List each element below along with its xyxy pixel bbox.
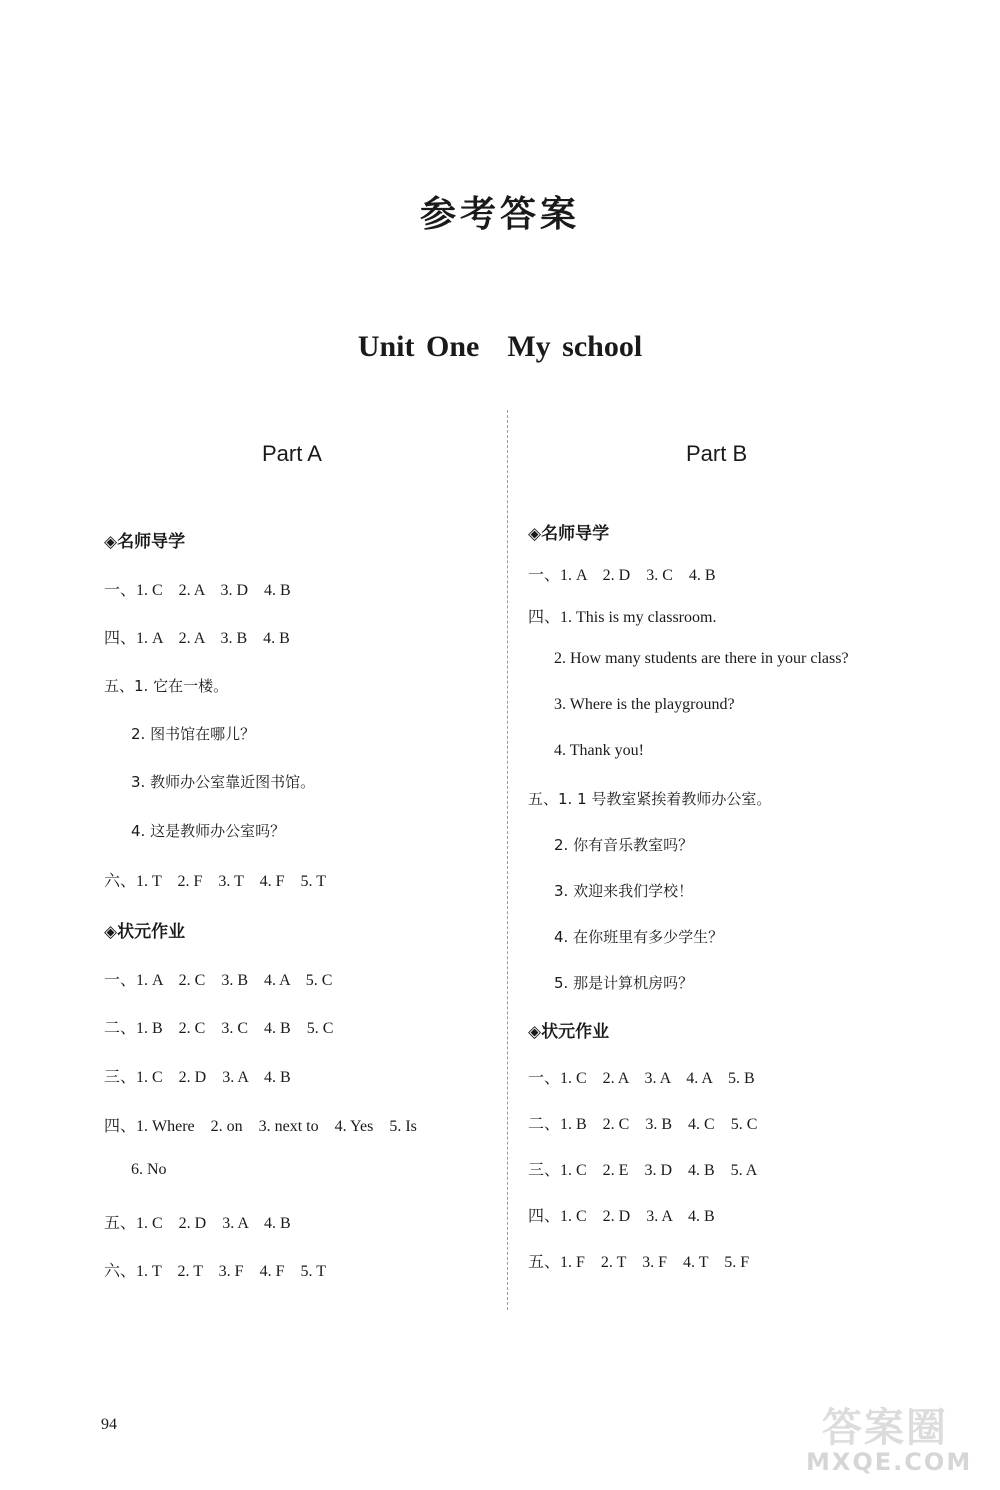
answer-line: 4. Thank you! <box>554 742 644 759</box>
answer-line: 三、1. C 2. E 3. D 4. B 5. A <box>528 1162 758 1179</box>
column-divider <box>507 410 508 1310</box>
answer-line: 四、1. C 2. D 3. A 4. B <box>528 1208 715 1225</box>
answer-line: 一、1. C 2. A 3. D 4. B <box>104 582 291 599</box>
watermark-url: MXQE.COM <box>806 1448 973 1476</box>
part-a-section-1-heading: ◈名师导学 <box>104 532 186 552</box>
answer-line: 4. 在你班里有多少学生？ <box>554 928 724 946</box>
answer-line: 6. No <box>131 1161 167 1178</box>
answer-line: 2. 你有音乐教室吗？ <box>554 836 694 854</box>
part-b-section-2-heading: ◈状元作业 <box>528 1022 610 1042</box>
answer-line: 5. 那是计算机房吗？ <box>554 974 694 992</box>
answer-line: 一、1. C 2. A 3. A 4. A 5. B <box>528 1070 755 1087</box>
answer-line: 六、1. T 2. F 3. T 4. F 5. T <box>104 873 326 890</box>
watermark-text: 答案圈 <box>822 1405 948 1451</box>
answer-line: 五、1. 它在一楼。 <box>104 677 229 695</box>
answer-line: 三、1. C 2. D 3. A 4. B <box>104 1069 291 1086</box>
unit-number: Unit One <box>357 330 480 363</box>
answer-line: 四、1. This is my classroom. <box>528 609 717 626</box>
page-number: 94 <box>101 1416 117 1433</box>
unit-name: My school <box>507 330 643 363</box>
answer-line: 一、1. A 2. D 3. C 4. B <box>528 567 716 584</box>
watermark-logo <box>800 1388 985 1480</box>
answer-line: 二、1. B 2. C 3. B 4. C 5. C <box>528 1116 758 1133</box>
answer-line: 2. How many students are there in your class? <box>554 650 849 667</box>
answer-line: 2. 图书馆在哪儿？ <box>131 725 256 743</box>
answer-line: 四、1. A 2. A 3. B 4. B <box>104 630 290 647</box>
answer-line: 4. 这是教师办公室吗？ <box>131 822 286 840</box>
answer-line: 3. 教师办公室靠近图书馆。 <box>131 773 316 791</box>
page-title: 参考答案 <box>419 193 580 235</box>
answer-line: 一、1. A 2. C 3. B 4. A 5. C <box>104 972 333 989</box>
part-b-section-1-heading: ◈名师导学 <box>528 524 610 544</box>
answer-line: 3. 欢迎来我们学校！ <box>554 882 694 900</box>
answer-line: 四、1. Where 2. on 3. next to 4. Yes 5. Is <box>104 1118 417 1135</box>
answer-line: 五、1. F 2. T 3. F 4. T 5. F <box>528 1254 750 1271</box>
part-a-section-2-heading: ◈状元作业 <box>104 922 186 942</box>
answer-line: 二、1. B 2. C 3. C 4. B 5. C <box>104 1020 334 1037</box>
answer-line: 五、1. C 2. D 3. A 4. B <box>104 1215 291 1232</box>
part-b-heading: Part B <box>686 441 748 466</box>
part-a-heading: Part A <box>262 441 322 466</box>
unit-title <box>0 330 1000 364</box>
answer-line: 六、1. T 2. T 3. F 4. F 5. T <box>104 1263 326 1280</box>
answer-line: 3. Where is the playground? <box>554 696 735 713</box>
answer-line: 五、1. 1 号教室紧挨着教师办公室。 <box>528 790 772 808</box>
